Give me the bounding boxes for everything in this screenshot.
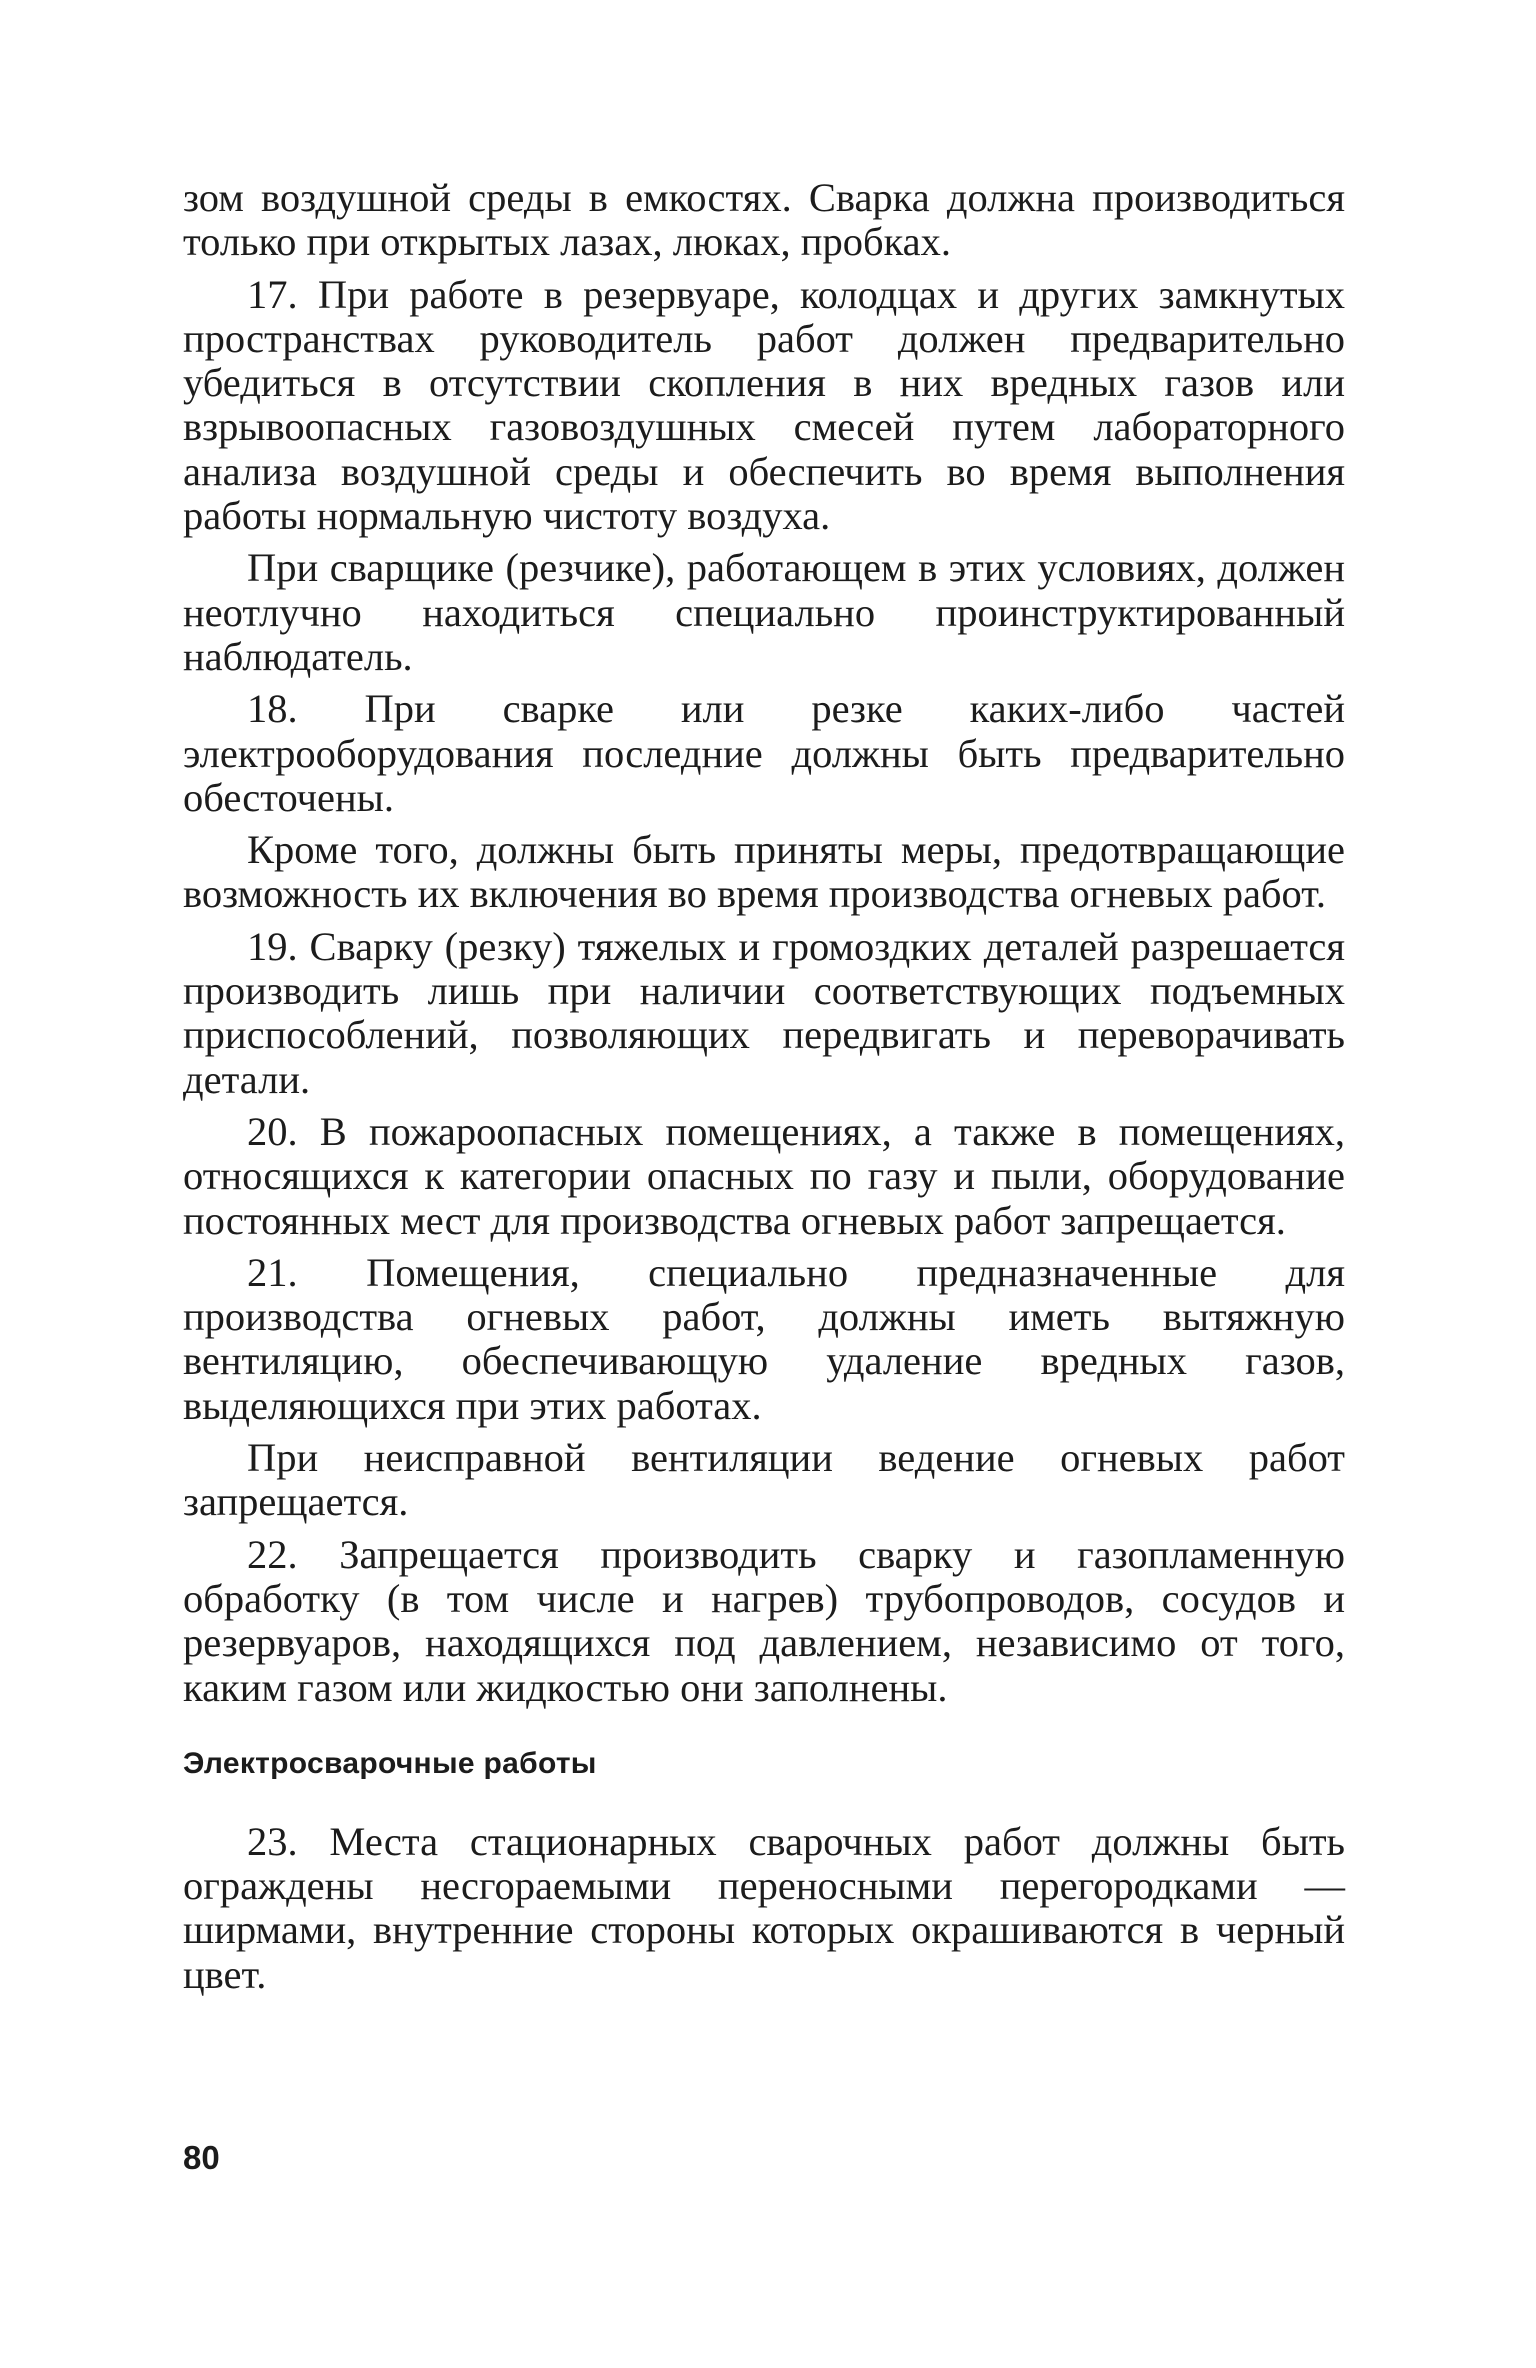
- paragraph-ventilation: При неисправной вентиляции ведение огневых работ запрещается.: [183, 1435, 1345, 1525]
- paragraph-observer: При сварщике (резчике), работающем в этих условиях, должен неотлучно находиться специально проинструктированный наблюдатель.: [183, 545, 1345, 679]
- page-number: 80: [183, 2139, 220, 2176]
- paragraph-prevention: Кроме того, должны быть приняты меры, предотвращающие возможность их включения во время производства огневых работ.: [183, 827, 1345, 917]
- paragraph-item-18: 18. При сварке или резке каких-либо частей электрооборудования последние должны быть предварительно обесточены.: [183, 686, 1345, 820]
- paragraph-item-22: 22. Запрещается производить сварку и газопламенную обработку (в том числе и нагрев) трубопроводов, сосудов и резервуаров, находящихся под давлением, независимо от того, каким газом или жидкостью они заполнены.: [183, 1531, 1345, 1710]
- paragraph-item-19: 19. Сварку (резку) тяжелых и громоздких деталей разрешается производить лишь при наличии соответствующих подъемных приспособлений, позволяющих передвигать и переворачивать детали.: [183, 923, 1345, 1102]
- paragraph-continuation: зом воздушной среды в емкостях. Сварка должна производиться только при открытых лазах, люках, пробках.: [183, 175, 1345, 265]
- section-heading: Электросварочные работы: [183, 1746, 597, 1780]
- paragraph-item-20: 20. В пожароопасных помещениях, а также в помещениях, относящихся к категории опасных по газу и пыли, оборудование постоянных мест для производства огневых работ запрещается.: [183, 1108, 1345, 1243]
- paragraph-item-17: 17. При работе в резервуаре, колодцах и других замкнутых пространствах руководитель работ должен предварительно убедиться в отсутствии скопления в них вредных газов или взрывоопасных газовоздушных смесей путем лабораторного анализа воздушной среды и обеспечить во время выполнения работы нормальную чистоту воздуха.: [183, 271, 1345, 539]
- body-text: [183, 176, 1345, 2005]
- paragraph-item-21: 21. Помещения, специально предназначенные для производства огневых работ, должны иметь вытяжную вентиляцию, обеспечивающую удаление вредных газов, выделяющихся при этих работах.: [183, 1249, 1345, 1428]
- paragraph-item-23: 23. Места стационарных сварочных работ должны быть ограждены несгораемыми переносными перегородками — ширмами, внутренние стороны которых окрашиваются в черный цвет.: [183, 1818, 1345, 1997]
